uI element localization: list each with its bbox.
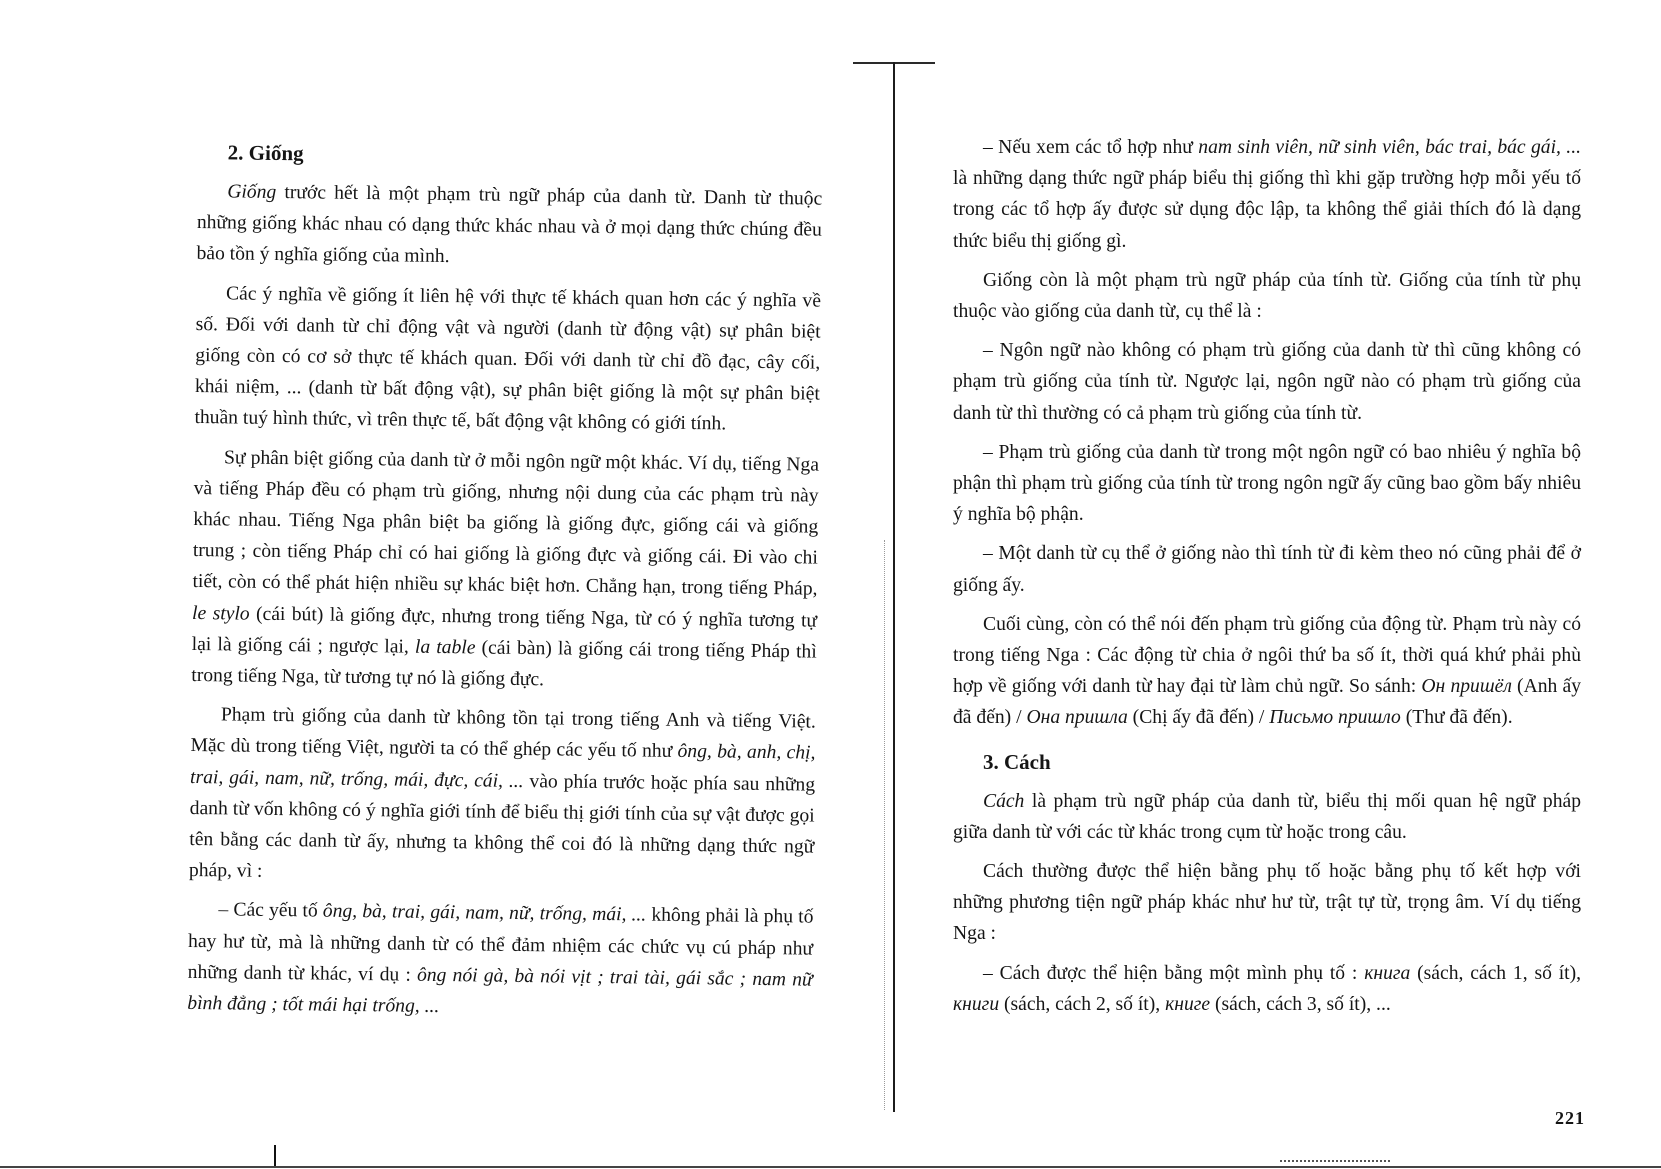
text-run: (sách, cách 3, số ít), ...	[1210, 993, 1391, 1015]
text-run: – Ngôn ngữ nào không có phạm trù giống của danh từ thì cũng không có phạm trù giống của tính từ. Ngược lại, ngôn ngữ nào có phạm trù giống của danh từ thì thường có cả phạm trù giống của tính từ.	[953, 340, 1581, 424]
paragraph	[187, 894, 813, 1026]
text-run: Sự phân biệt giống của danh từ ở mỗi ngôn ngữ một khác. Ví dụ, tiếng Nga và tiếng Pháp đều có phạm trù giống, nhưng nội dung của các phạm trù này khác nhau. Tiếng Nga phân biệt ba giống là giống đực, giống cái và giống trung ; còn tiếng Pháp chỉ có hai giống là giống đực và giống cái. Đi vào chi tiết, còn có thể phát hiện nhiều sự khác biệt hơn. Chẳng hạn, trong tiếng Pháp,	[192, 446, 820, 601]
text-run: là phạm trù ngữ pháp của danh từ, biểu thị mối quan hệ ngữ pháp giữa danh từ với các từ khác trong cụm từ hoặc trong câu.	[953, 790, 1581, 843]
right-page	[953, 132, 1581, 1028]
text-run: Các ý nghĩa về giống ít liên hệ với thực tế khách quan hơn các ý nghĩa về số. Đối với danh từ chỉ động vật và người (danh từ động vật) sự phân biệt giống còn có cơ sở thực tế khách quan. Đối với danh từ chỉ đồ đạc, cây cối, khái niệm, ... (danh từ bất động vật), sự phân biệt giống là một sự phân biệt thuần tuý hình thức, vì trên thực tế, bất động vật không có giới tính.	[194, 282, 822, 435]
text-run: vào phía trước hoặc phía sau những danh từ vốn không có ý nghĩa giới tính để biểu thị giới tính của sự vật được gọi tên bằng các danh từ ấy, nhưng ta không thể coi đó là những dạng thức ngữ pháp, vì :	[188, 770, 816, 883]
paragraph	[953, 856, 1581, 950]
paragraph	[953, 437, 1581, 531]
gutter-shadow	[884, 540, 886, 1110]
italic-term: книге	[1165, 993, 1211, 1015]
book-gutter	[893, 62, 895, 1112]
paragraph	[953, 132, 1581, 257]
text-run: không phải là phụ tố hay hư từ, mà là những danh từ có thể đảm nhiệm các chức vụ cú pháp như những danh từ khác, ví dụ :	[187, 905, 814, 986]
left-page-body	[187, 176, 822, 1027]
text-run: Cách thường được thể hiện bằng phụ tố hoặc bằng phụ tố kết hợp với những phương tiện ngữ pháp khác như hư từ, trật tự từ, trọng âm. Ví dụ tiếng Nga :	[953, 861, 1581, 945]
italic-term: книга	[1364, 962, 1411, 984]
text-run: trước hết là một phạm trù ngữ pháp của danh từ. Danh từ thuộc những giống khác nhau có dạng thức khác nhau và ở mọi dạng thức chúng đều bảo tồn ý nghĩa giống của mình.	[196, 181, 823, 268]
text-run: – Nếu xem các tổ hợp như	[983, 137, 1199, 158]
text-run: – Phạm trù giống của danh từ trong một ngôn ngữ có bao nhiêu ý nghĩa bộ phận thì phạm trù giống của tính từ trong ngôn ngữ ấy cũng bao gồm bấy nhiêu ý nghĩa bộ phận.	[953, 441, 1581, 526]
italic-term: книги	[953, 993, 1000, 1015]
text-run: – Một danh từ cụ thể ở giống nào thì tính từ đi kèm theo nó cũng phải để ở giống ấy.	[953, 543, 1581, 596]
italic-term: ông, bà, trai, gái, nam, nữ, trống, mái, ...	[322, 901, 647, 927]
right-page-body-top	[953, 132, 1581, 734]
section-heading-gender: 2. Giống	[227, 140, 304, 166]
page-number: 221	[1555, 1108, 1585, 1128]
paragraph	[953, 335, 1581, 429]
scan-artifact	[1280, 1160, 1390, 1165]
left-page	[187, 132, 823, 1035]
paragraph	[196, 176, 822, 277]
text-run: (cái bút) là giống đực, nhưng trong tiếng Nga, từ có ý nghĩa tương tự lại là giống cái ; ngược lại,	[191, 603, 818, 658]
section-heading-case: 3. Cách	[983, 749, 1051, 774]
italic-term: Giống	[227, 181, 277, 203]
italic-term: ông nói gà, bà nói vịt ; trai tài, gái sắc ; nam nữ bình đẳng ; tốt mái hại trống, ...	[187, 964, 813, 1018]
italic-term: ông, bà, anh, chị, trai, gái, nam, nữ, trống, mái, đực, cái, ...	[189, 741, 816, 792]
italic-term: Она пришла	[1026, 707, 1128, 729]
text-run: Cuối cùng, còn có thể nói đến phạm trù giống của động từ. Phạm trù này có trong tiếng Nga : Các động từ chia ở ngôi thứ ba số ít, thời quá khứ phải phù hợp về giống với danh từ hay đại từ làm chủ ngữ. So sánh:	[953, 613, 1581, 698]
text-run: (cái bàn) là giống cái trong tiếng Pháp thì trong tiếng Nga, từ tương tự nó là giống đực.	[191, 637, 817, 691]
text-run: Phạm trù giống của danh từ không tồn tại trong tiếng Anh và tiếng Việt. Mặc dù trong tiếng Việt, người ta có thể ghép các yếu tố như	[190, 704, 816, 763]
italic-term: nam sinh viên, nữ sinh viên, bác trai, bác gái, ...	[1198, 137, 1581, 158]
paragraph	[191, 442, 819, 699]
italic-term: Письмо пришло	[1269, 707, 1401, 729]
paragraph	[194, 278, 821, 442]
paragraph	[189, 699, 816, 894]
text-run: – Các yếu tố	[218, 899, 323, 923]
paragraph	[953, 609, 1581, 734]
bottom-left-tick	[274, 1145, 276, 1167]
paragraph	[953, 265, 1581, 327]
text-run: (sách, cách 1, số ít),	[1410, 962, 1582, 984]
paragraph	[953, 786, 1581, 848]
text-run: Giống còn là một phạm trù ngữ pháp của tính từ. Giống của tính từ phụ thuộc vào giống của danh từ, cụ thể là :	[953, 269, 1581, 323]
text-run: – Cách được thể hiện bằng một mình phụ tố :	[983, 962, 1365, 984]
paragraph	[953, 958, 1581, 1020]
italic-term: le stylo	[191, 602, 250, 625]
text-run: (sách, cách 2, số ít),	[999, 993, 1166, 1015]
italic-term: la table	[414, 636, 476, 659]
right-page-body-bottom	[953, 786, 1581, 1020]
text-run: (Thư đã đến).	[1400, 707, 1513, 729]
text-run: (Anh ấy đã đến) /	[953, 676, 1581, 729]
text-run: (Chị ấy đã đến) /	[1127, 707, 1270, 729]
italic-term: Cách	[983, 790, 1025, 812]
italic-term: Он пришёл	[1421, 676, 1512, 698]
page-bottom-edge	[0, 1166, 1661, 1168]
paragraph	[953, 538, 1581, 600]
text-run: là những dạng thức ngữ pháp biểu thị giống thì khi gặp trường hợp mỗi yếu tố trong các tổ hợp ấy được sử dụng độc lập, ta không thể giải thích đó là dạng thức biểu thị giống gì.	[953, 168, 1581, 252]
